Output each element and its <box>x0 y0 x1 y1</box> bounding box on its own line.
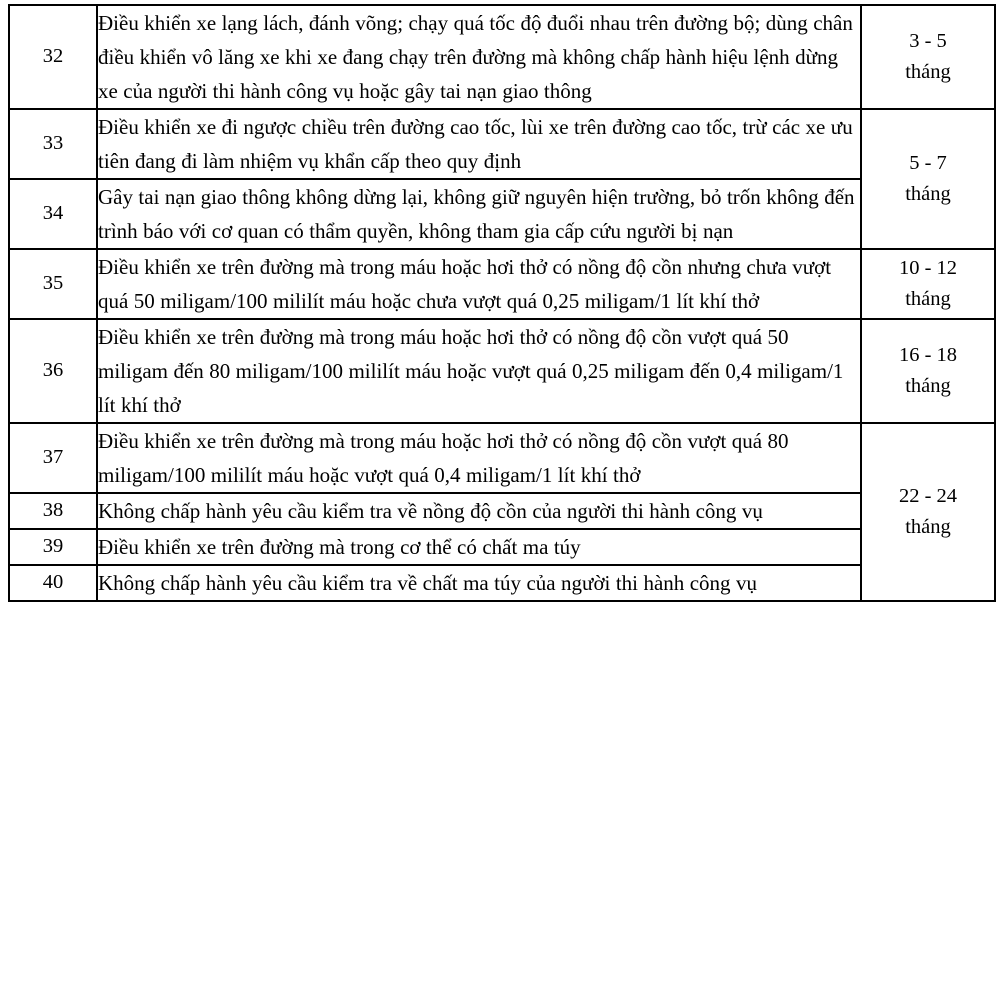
duration-unit: tháng <box>905 288 951 311</box>
duration-cell <box>861 109 995 249</box>
duration-range: 5 - 7 <box>909 152 947 175</box>
violation-description: Điều khiển xe trên đường mà trong cơ thể có chất ma túy <box>97 529 861 565</box>
duration-cell <box>861 319 995 423</box>
violation-description: Điều khiển xe trên đường mà trong máu hoặc hơi thở có nồng độ cồn vượt quá 50 miligam đến 80 miligam/100 mililít máu hoặc vượt quá 0,25 miligam đến 0,4 miligam/1 lít khí thở <box>97 319 861 423</box>
violation-description: Không chấp hành yêu cầu kiểm tra về nồng độ cồn của người thi hành công vụ <box>97 493 861 529</box>
table-row <box>9 5 995 109</box>
duration-range: 16 - 18 <box>898 344 958 367</box>
violations-table <box>8 4 996 602</box>
row-number: 38 <box>9 493 97 529</box>
row-number: 37 <box>9 423 97 493</box>
table-row <box>9 179 995 249</box>
duration-range: 3 - 5 <box>909 30 947 53</box>
row-number: 36 <box>9 319 97 423</box>
violation-description: Không chấp hành yêu cầu kiểm tra về chất ma túy của người thi hành công vụ <box>97 565 861 601</box>
duration-unit: tháng <box>905 61 951 84</box>
violation-description: Điều khiển xe trên đường mà trong máu hoặc hơi thở có nồng độ cồn vượt quá 80 miligam/100 mililít máu hoặc vượt quá 0,4 miligam/1 lít khí thở <box>97 423 861 493</box>
duration-cell <box>861 5 995 109</box>
violation-description: Gây tai nạn giao thông không dừng lại, không giữ nguyên hiện trường, bỏ trốn không đến trình báo với cơ quan có thẩm quyền, không tham gia cấp cứu người bị nạn <box>97 179 861 249</box>
duration-range: 22 - 24 <box>898 485 958 508</box>
duration-unit: tháng <box>905 375 951 398</box>
row-number: 40 <box>9 565 97 601</box>
duration-cell <box>861 423 995 601</box>
violation-description: Điều khiển xe lạng lách, đánh võng; chạy quá tốc độ đuổi nhau trên đường bộ; dùng chân điều khiển vô lăng xe khi xe đang chạy trên đường mà không chấp hành hiệu lệnh dừng xe của người thi hành công vụ hoặc gây tai nạn giao thông <box>97 5 861 109</box>
duration-range: 10 - 12 <box>898 257 958 280</box>
violation-description: Điều khiển xe đi ngược chiều trên đường cao tốc, lùi xe trên đường cao tốc, trừ các xe ưu tiên đang đi làm nhiệm vụ khẩn cấp theo quy định <box>97 109 861 179</box>
table-row <box>9 319 995 423</box>
row-number: 34 <box>9 179 97 249</box>
row-number: 32 <box>9 5 97 109</box>
table-row <box>9 423 995 493</box>
table-row <box>9 529 995 565</box>
table-row <box>9 249 995 319</box>
row-number: 33 <box>9 109 97 179</box>
duration-cell <box>861 249 995 319</box>
row-number: 35 <box>9 249 97 319</box>
row-number: 39 <box>9 529 97 565</box>
table-row <box>9 493 995 529</box>
violation-description: Điều khiển xe trên đường mà trong máu hoặc hơi thở có nồng độ cồn nhưng chưa vượt quá 50 miligam/100 mililít máu hoặc chưa vượt quá 0,25 miligam/1 lít khí thở <box>97 249 861 319</box>
duration-unit: tháng <box>905 183 951 206</box>
table-body <box>9 5 995 601</box>
duration-unit: tháng <box>905 516 951 539</box>
table-row <box>9 565 995 601</box>
table-row <box>9 109 995 179</box>
